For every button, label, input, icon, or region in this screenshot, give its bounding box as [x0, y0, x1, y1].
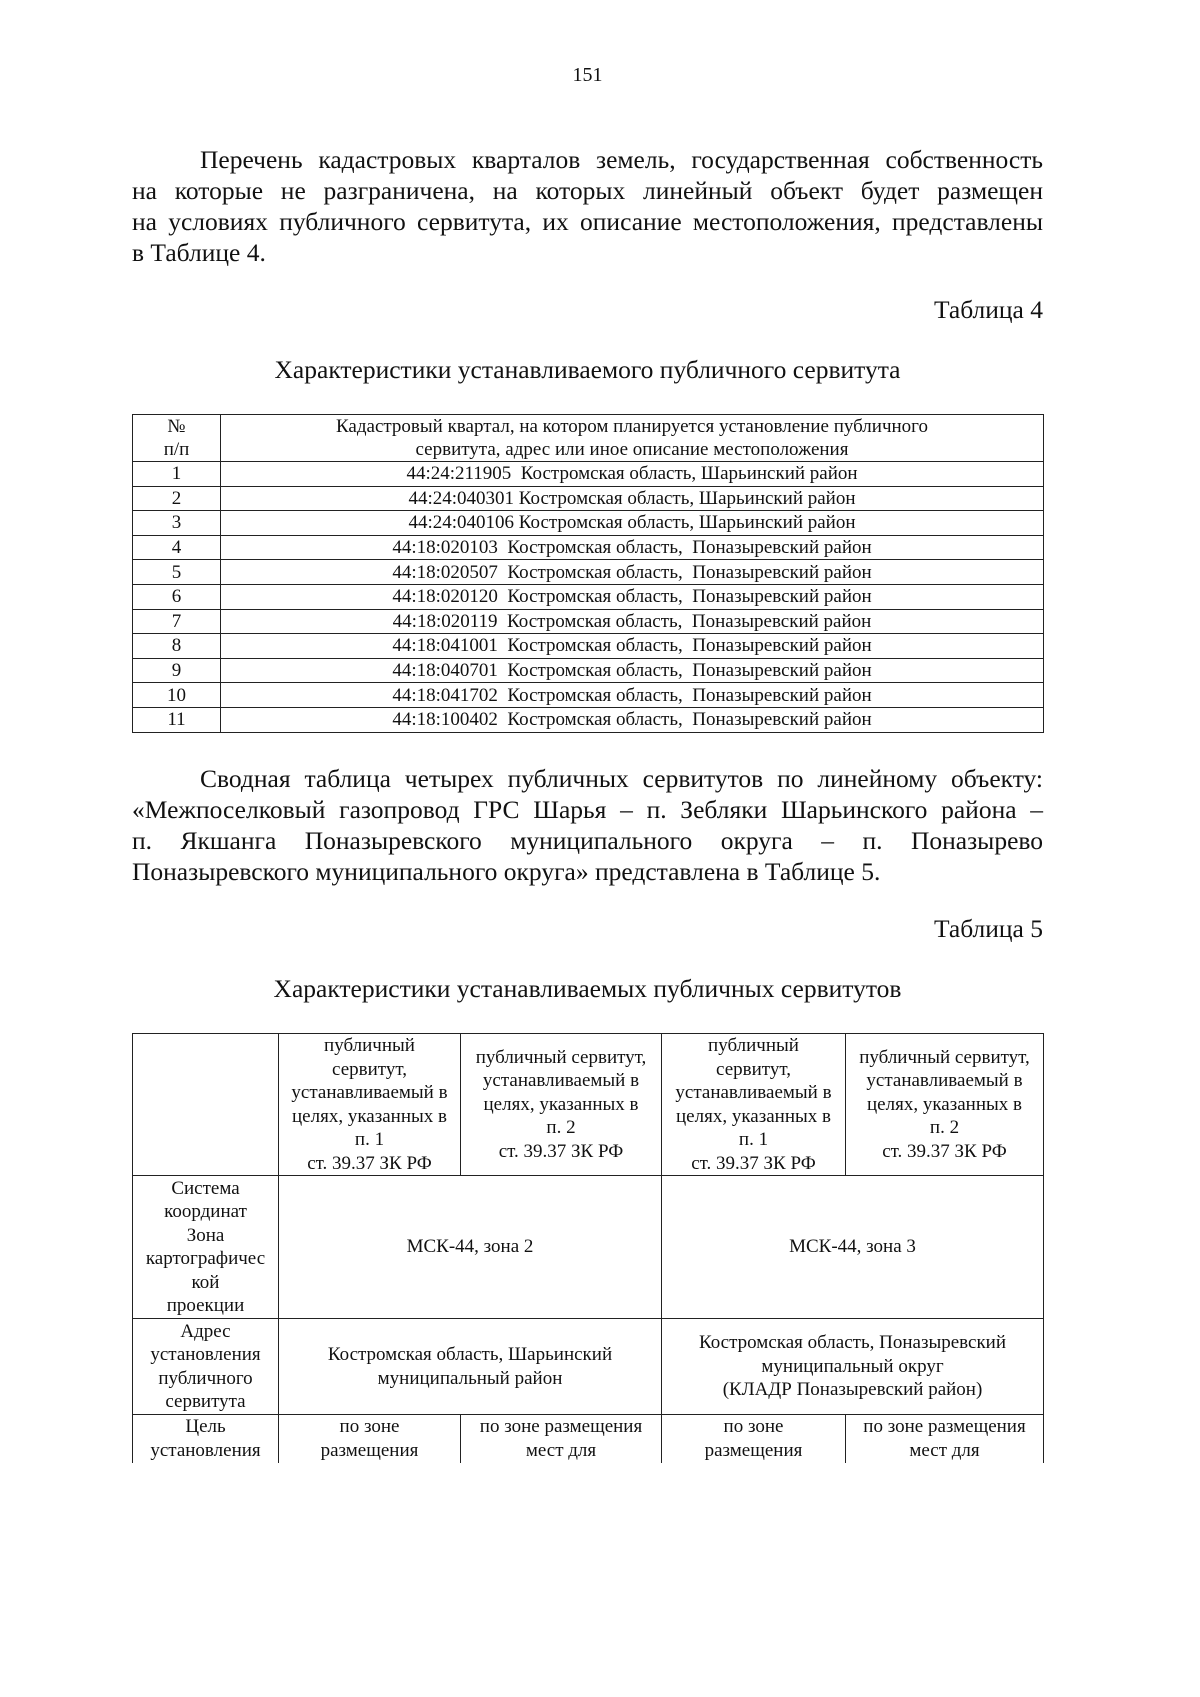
row-num: 6	[133, 584, 221, 609]
header-servitude-p1-zone2: публичный сервитут, устанавливаемый в целях, указанных в п. 1 ст. 39.37 ЗК РФ	[279, 1034, 461, 1176]
purpose-cell: по зоне размещения	[279, 1415, 461, 1463]
row-desc: 44:24:040106 Костромская область, Шарьинский район	[221, 511, 1044, 536]
header-servitude-p2-zone2: публичный сервитут, устанавливаемый в целях, указанных в п. 2 ст. 39.37 ЗК РФ	[461, 1034, 662, 1176]
table4-title: Характеристики устанавливаемого публичного сервитута	[274, 355, 901, 384]
row-num: 7	[133, 609, 221, 634]
table-row-coordinate-system	[133, 1176, 1044, 1319]
row-num: 3	[133, 511, 221, 536]
header-num: № п/п	[133, 415, 221, 462]
table-row	[133, 658, 1044, 683]
purpose-cell: по зоне размещения	[662, 1415, 846, 1463]
table-row-purpose	[133, 1415, 1044, 1463]
header-description: Кадастровый квартал, на котором планируется установление публичного сервитута, адрес или иное описание местоположения	[221, 415, 1044, 462]
address-sharya: Костромская область, Шарьинский муниципальный район	[279, 1319, 662, 1415]
header-empty	[133, 1034, 279, 1176]
table-row	[133, 683, 1044, 708]
header-servitude-p1-zone3: публичный сервитут, устанавливаемый в целях, указанных в п. 1 ст. 39.37 ЗК РФ	[662, 1034, 846, 1176]
table-header-row	[133, 415, 1044, 462]
paragraph-line: «Межпоселковый газопровод ГРС Шарья – п. Зебляки Шарьинского района –	[132, 795, 1043, 824]
row-label: Система координат Зона картографичес кой проекции	[133, 1176, 279, 1319]
paragraph-line: в Таблице 4.	[132, 238, 266, 267]
table-row-address	[133, 1319, 1044, 1415]
paragraph-line: на условиях публичного сервитута, их описание местоположения, представлены	[132, 207, 1043, 236]
address-ponazyrevo: Костромская область, Поназыревский муниципальный округ (КЛАДР Поназыревский район)	[662, 1319, 1044, 1415]
table-header-row	[133, 1034, 1044, 1176]
row-desc: 44:18:020103 Костромская область, Поназыревский район	[221, 535, 1044, 560]
row-desc: 44:24:211905 Костромская область, Шарьинский район	[221, 462, 1044, 487]
table-row	[133, 486, 1044, 511]
row-desc: 44:18:020119 Костромская область, Поназыревский район	[221, 609, 1044, 634]
row-num: 10	[133, 683, 221, 708]
row-num: 5	[133, 560, 221, 585]
table-row	[133, 560, 1044, 585]
header-servitude-p2-zone3: публичный сервитут, устанавливаемый в целях, указанных в п. 2 ст. 39.37 ЗК РФ	[846, 1034, 1044, 1176]
table-row	[133, 609, 1044, 634]
row-desc: 44:18:041001 Костромская область, Поназыревский район	[221, 634, 1044, 659]
table-row	[133, 634, 1044, 659]
row-desc: 44:18:020120 Костромская область, Поназыревский район	[221, 584, 1044, 609]
paragraph-line: п. Якшанга Поназыревского муниципального округа – п. Поназырево	[132, 826, 1043, 855]
page-number: 151	[572, 64, 603, 86]
row-num: 1	[133, 462, 221, 487]
paragraph-line: Сводная таблица четырех публичных сервитутов по линейному объекту:	[200, 764, 1043, 793]
row-num: 4	[133, 535, 221, 560]
row-num: 11	[133, 707, 221, 732]
row-num: 9	[133, 658, 221, 683]
purpose-cell: по зоне размещения мест для	[461, 1415, 662, 1463]
table5-label: Таблица 5	[933, 914, 1043, 943]
row-label: Адрес установления публичного сервитута	[133, 1319, 279, 1415]
purpose-cell: по зоне размещения мест для	[846, 1415, 1044, 1463]
table-row	[133, 707, 1044, 732]
table4	[132, 414, 1044, 733]
row-label: Цель установления	[133, 1415, 279, 1463]
intro-paragraph	[132, 144, 1043, 268]
row-desc: 44:24:040301 Костромская область, Шарьинский район	[221, 486, 1044, 511]
table5-title: Характеристики устанавливаемых публичных сервитутов	[273, 974, 902, 1003]
table4-label: Таблица 4	[933, 295, 1043, 324]
summary-paragraph	[132, 763, 1043, 887]
row-desc: 44:18:040701 Костромская область, Поназыревский район	[221, 658, 1044, 683]
table-row	[133, 535, 1044, 560]
row-desc: 44:18:020507 Костромская область, Поназыревский район	[221, 560, 1044, 585]
table-row	[133, 584, 1044, 609]
coordinate-zone2: МСК-44, зона 2	[279, 1176, 662, 1319]
paragraph-line: Перечень кадастровых кварталов земель, государственная собственность	[200, 145, 1043, 174]
table-row	[133, 511, 1044, 536]
row-desc: 44:18:041702 Костромская область, Поназыревский район	[221, 683, 1044, 708]
paragraph-line: Поназыревского муниципального округа» представлена в Таблице 5.	[132, 857, 881, 886]
paragraph-line: на которые не разграничена, на которых линейный объект будет размещен	[132, 176, 1043, 205]
row-desc: 44:18:100402 Костромская область, Поназыревский район	[221, 707, 1044, 732]
coordinate-zone3: МСК-44, зона 3	[662, 1176, 1044, 1319]
row-num: 8	[133, 634, 221, 659]
table-row	[133, 462, 1044, 487]
row-num: 2	[133, 486, 221, 511]
table5	[132, 1033, 1044, 1463]
